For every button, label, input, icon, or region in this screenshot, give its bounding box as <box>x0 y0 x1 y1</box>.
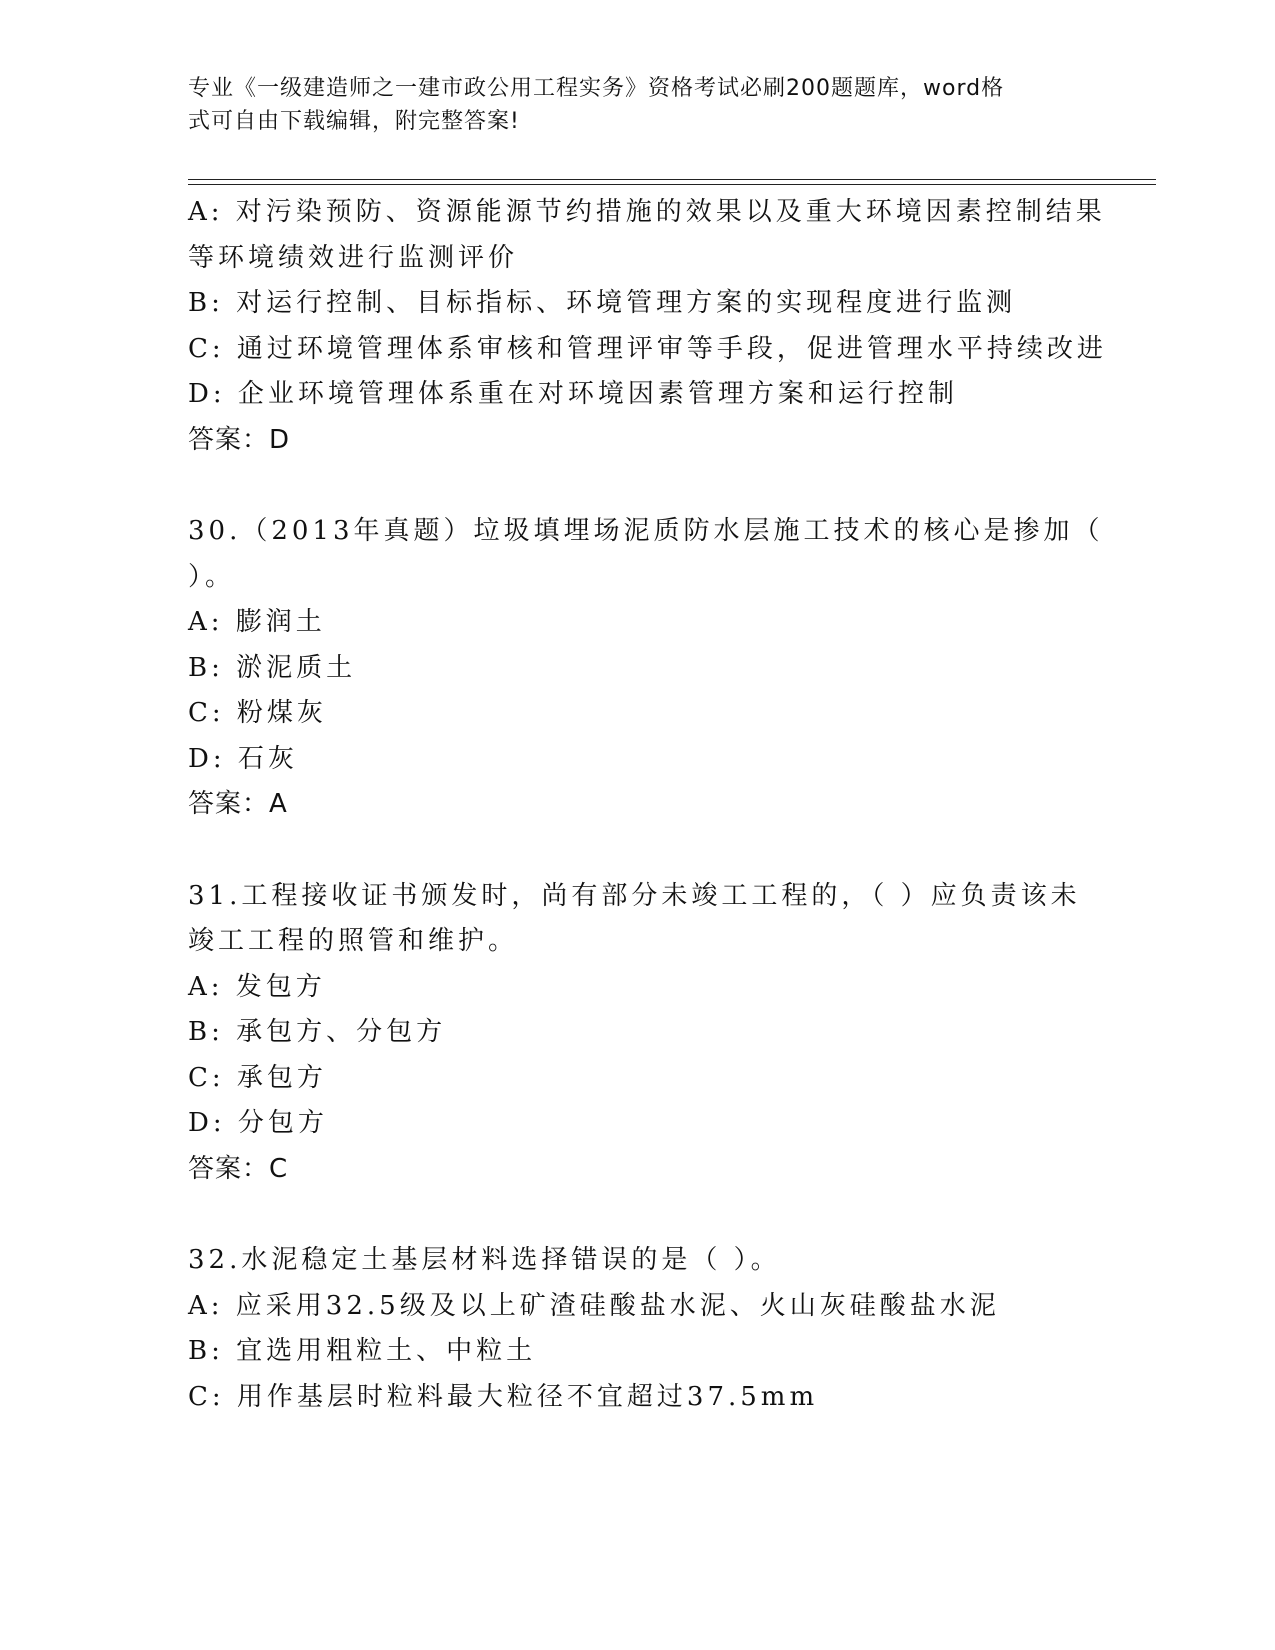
option-a: A: 发包方 <box>188 971 326 1002</box>
document-header <box>188 72 1068 138</box>
question-stem: 30.（2013年真题）垃圾填埋场泥质防水层施工技术的核心是掺加（ <box>188 516 1104 546</box>
answer-line: 答案：D <box>188 424 291 455</box>
header-line-1: 专业《一级建造师之一建市政公用工程实务》资格考试必刷200题题库，word格 <box>188 76 1005 101</box>
option-d: D: 石灰 <box>188 743 298 774</box>
answer-line: 答案：A <box>188 789 288 819</box>
question-block-previous <box>188 190 1107 463</box>
question-block-30 <box>188 509 1104 828</box>
question-stem-continued: ）。 <box>188 561 236 592</box>
option-b: B: 淤泥质土 <box>188 652 357 683</box>
document-body <box>188 190 1107 1420</box>
option-a: A: 对污染预防、资源能源节约措施的效果以及重大环境因素控制结果 <box>188 197 1106 227</box>
question-block-32 <box>188 1238 1088 1420</box>
option-b: B: 宜选用粗粒土、中粒土 <box>188 1336 537 1366</box>
option-d: D: 企业环境管理体系重在对环境因素管理方案和运行控制 <box>188 379 958 409</box>
question-stem: 31.工程接收证书颁发时，尚有部分未竣工工程的，（ ）应负责该未 <box>188 880 1081 911</box>
option-c: C: 粉煤灰 <box>188 698 327 728</box>
option-b: B: 承包方、分包方 <box>188 1017 447 1047</box>
header-rule-bottom <box>188 184 1156 185</box>
question-stem-continued: 竣工工程的照管和维护。 <box>188 926 519 956</box>
question-block-31 <box>188 874 1088 1193</box>
option-c: C: 用作基层时粒料最大粒径不宜超过37.5mm <box>188 1381 819 1412</box>
option-a-continued: 等环境绩效进行监测评价 <box>188 242 519 273</box>
option-a: A: 应采用32.5级及以上矿渣硅酸盐水泥、火山灰硅酸盐水泥 <box>188 1290 1000 1321</box>
option-c: C: 通过环境管理体系审核和管理评审等手段，促进管理水平持续改进 <box>188 333 1107 364</box>
header-rule-top <box>188 179 1156 180</box>
option-a: A: 膨润土 <box>188 607 326 637</box>
question-stem: 32.水泥稳定土基层材料选择错误的是（ ）。 <box>188 1245 781 1275</box>
option-d: D: 分包方 <box>188 1108 328 1138</box>
option-b: B: 对运行控制、目标指标、环境管理方案的实现程度进行监测 <box>188 288 1017 318</box>
option-c: C: 承包方 <box>188 1062 327 1093</box>
answer-line: 答案：C <box>188 1153 289 1184</box>
header-line-2: 式可自由下载编辑，附完整答案! <box>188 109 520 134</box>
